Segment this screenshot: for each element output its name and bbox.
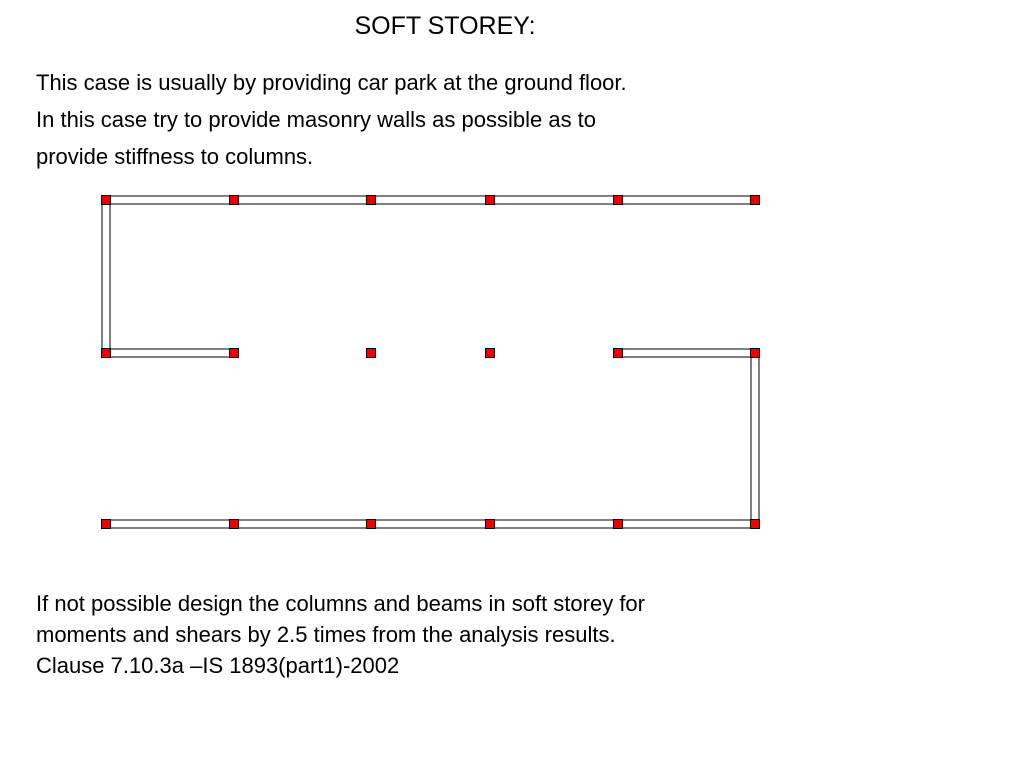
masonry-wall xyxy=(234,196,371,204)
masonry-wall xyxy=(490,196,618,204)
masonry-wall xyxy=(618,349,755,357)
masonry-wall xyxy=(106,196,234,204)
intro-line: In this case try to provide masonry walls as possible as to xyxy=(36,107,597,132)
column xyxy=(751,196,760,205)
masonry-wall xyxy=(490,520,618,528)
masonry-wall xyxy=(618,520,755,528)
masonry-wall xyxy=(371,520,490,528)
column xyxy=(751,349,760,358)
masonry-wall xyxy=(106,520,234,528)
column xyxy=(614,196,623,205)
column xyxy=(486,349,495,358)
design-note xyxy=(36,588,936,681)
column xyxy=(486,196,495,205)
page-title: SOFT STOREY: xyxy=(354,12,536,40)
column xyxy=(614,349,623,358)
masonry-wall xyxy=(106,349,234,357)
column xyxy=(367,520,376,529)
column xyxy=(102,520,111,529)
column xyxy=(102,196,111,205)
intro-line: This case is usually by providing car park at the ground floor. xyxy=(36,70,627,95)
column xyxy=(486,520,495,529)
masonry-wall xyxy=(618,196,755,204)
clause-reference: Clause 7.10.3a –IS 1893(part1)-2002 xyxy=(36,653,400,678)
masonry-wall xyxy=(234,520,371,528)
column xyxy=(102,349,111,358)
column xyxy=(367,349,376,358)
intro-line: provide stiffness to columns. xyxy=(36,144,314,169)
masonry-wall xyxy=(102,200,110,353)
note-line: If not possible design the columns and beams in soft storey for xyxy=(36,591,645,616)
masonry-wall xyxy=(371,196,490,204)
column xyxy=(230,349,239,358)
column xyxy=(367,196,376,205)
column xyxy=(230,196,239,205)
column xyxy=(751,520,760,529)
column xyxy=(614,520,623,529)
masonry-wall xyxy=(751,353,759,524)
note-line: moments and shears by 2.5 times from the analysis results. xyxy=(36,622,616,647)
column xyxy=(230,520,239,529)
